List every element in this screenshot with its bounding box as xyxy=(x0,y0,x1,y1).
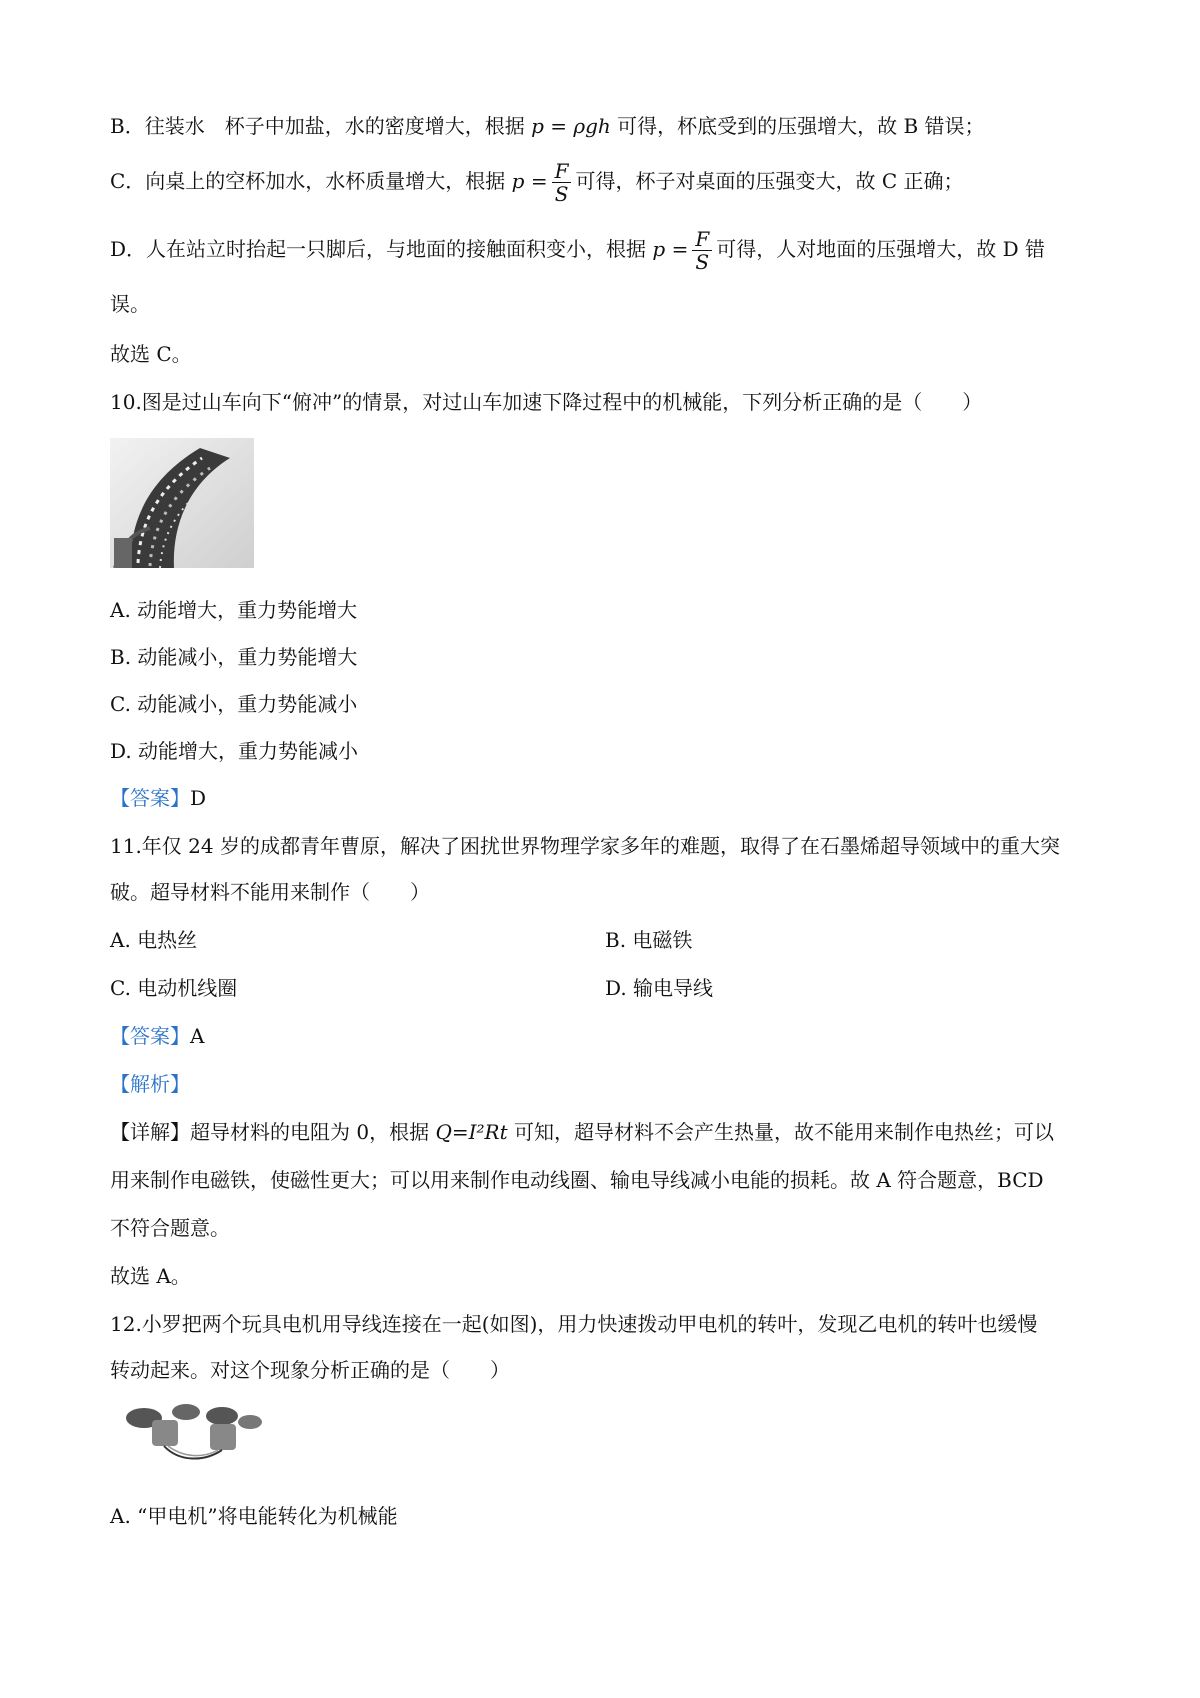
q12-option-a: A. “甲电机”将电能转化为机械能 xyxy=(110,1504,398,1528)
q10-stem: 10.图是过山车向下“俯冲”的情景，对过山车加速下降过程中的机械能，下列分析正确的是（ ） xyxy=(110,390,983,414)
q9-b-gap xyxy=(205,114,225,138)
q9-b-suffix: 可得，杯底受到的压强增大，故 B 错误； xyxy=(617,114,985,138)
q10-answer-label: 【答案】 xyxy=(110,786,190,810)
q9-b-mid: 杯子中加盐，水的密度增大，根据 xyxy=(224,114,525,138)
roller-coaster-image xyxy=(110,438,254,568)
q11-answer-value: A xyxy=(190,1024,205,1048)
q11-detail-line2: 用来制作电磁铁，使磁性更大；可以用来制作电动线圈、输电导线减小电能的损耗。故 A 符合题意，BCD xyxy=(110,1168,1044,1192)
q11-detail-label: 【详解】 xyxy=(110,1120,190,1144)
two-motors-picture xyxy=(124,1400,264,1468)
q11-option-d: D. 输电导线 xyxy=(605,976,714,1000)
q9-c-den: S xyxy=(554,182,569,206)
q11-choose: 故选 A。 xyxy=(110,1264,191,1288)
q11-detail1-a: 超导材料的电阻为 0，根据 xyxy=(190,1120,430,1144)
q11-option-b: B. 电磁铁 xyxy=(605,928,693,952)
q9-c-num: F xyxy=(552,160,572,183)
q10-answer-value: D xyxy=(190,786,207,810)
q11-analysis-text: 【解析】 xyxy=(110,1072,190,1096)
q11-option-a: A. 电热丝 xyxy=(110,928,198,952)
q11-detail-line3: 不符合题意。 xyxy=(110,1216,230,1240)
q11-detail-line1 xyxy=(110,1118,1054,1146)
q12-stem-line2: 转动起来。对这个现象分析正确的是（ ） xyxy=(110,1358,510,1382)
q10-option-c: C. 动能减小，重力势能减小 xyxy=(110,692,358,716)
q10-option-a: A. 动能增大，重力势能增大 xyxy=(110,598,358,622)
q9-d-continued: 误。 xyxy=(110,292,150,316)
q10-option-d: D. 动能增大，重力势能减小 xyxy=(110,739,359,763)
q12-stem-line1: 12.小罗把两个玩具电机用导线连接在一起(如图)，用力快速拨动甲电机的转叶，发现乙电机的转叶也缓慢 xyxy=(110,1312,1038,1336)
q9-d-prefix: D．人在站立时抬起一只脚后，与地面的接触面积变小，根据 xyxy=(110,237,647,261)
q9-b-formula: p = ρgh xyxy=(531,114,611,138)
q10-answer xyxy=(110,784,206,812)
q9-option-b xyxy=(110,112,985,140)
q11-answer xyxy=(110,1022,204,1050)
q9-c-prefix: C．向桌上的空杯加水，水杯质量增大，根据 xyxy=(110,169,506,193)
roller-coaster-picture xyxy=(110,438,254,568)
q11-detail1-formula: Q=I²Rt xyxy=(435,1120,508,1144)
q9-d-suffix: 可得，人对地面的压强增大，故 D 错 xyxy=(716,237,1045,261)
q11-detail1-b: 可知，超导材料不会产生热量，故不能用来制作电热丝；可以 xyxy=(513,1120,1054,1144)
q11-stem-line1: 11.年仅 24 岁的成都青年曹原，解决了困扰世界物理学家多年的难题，取得了在石墨烯超导领域中的重大突 xyxy=(110,834,1060,858)
q11-option-c: C. 电动机线圈 xyxy=(110,976,238,1000)
q9-c-p: p = xyxy=(511,169,548,193)
q9-d-fraction xyxy=(692,228,712,273)
q9-option-c xyxy=(110,160,964,205)
q9-d-num: F xyxy=(692,228,712,251)
motors-image xyxy=(124,1400,264,1468)
q10-option-b: B. 动能减小，重力势能增大 xyxy=(110,645,358,669)
q9-option-d xyxy=(110,228,1045,273)
q9-c-suffix: 可得，杯子对桌面的压强变大，故 C 正确； xyxy=(575,169,964,193)
q11-analysis-label xyxy=(110,1070,190,1098)
q9-d-den: S xyxy=(695,250,710,274)
q9-d-p: p = xyxy=(652,237,689,261)
q11-stem-line2: 破。超导材料不能用来制作（ ） xyxy=(110,880,430,904)
q9-c-fraction xyxy=(552,160,572,205)
q9-choose: 故选 C。 xyxy=(110,342,192,366)
q9-b-prefix: B．往装水 xyxy=(110,114,205,138)
q11-answer-label: 【答案】 xyxy=(110,1024,190,1048)
